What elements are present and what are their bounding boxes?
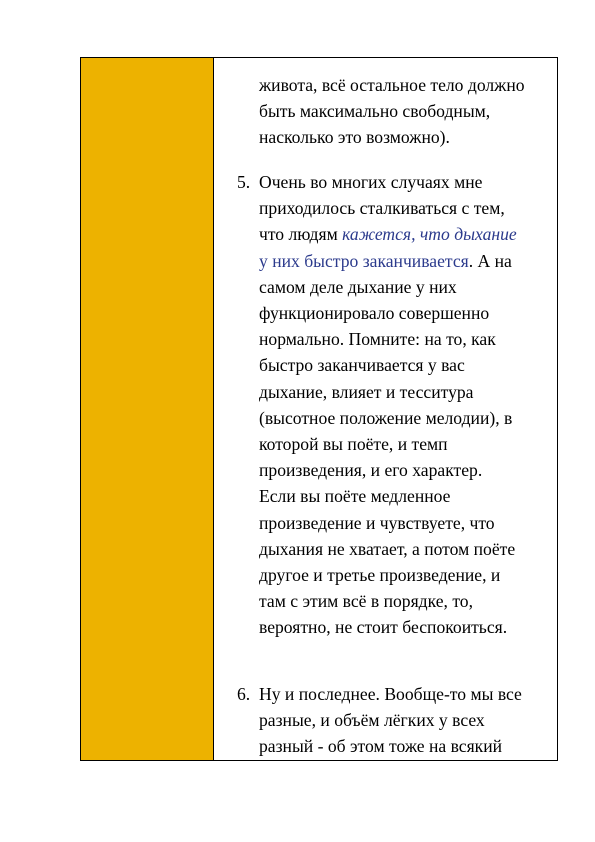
highlighted-text: у них быстро заканчивается <box>259 250 469 271</box>
paragraph-lines <box>259 72 525 151</box>
text-line: дыхания не хватает, а потом поёте <box>259 538 516 559</box>
text-line: (высотное положение мелодии), в <box>259 407 513 428</box>
text-line: быть максимально свободным, <box>259 101 491 122</box>
list-number: 5. <box>237 172 251 192</box>
text-line: вероятно, не стоит беспокоиться. <box>259 617 508 638</box>
text-line: живота, всё остальное тело должно <box>259 75 525 95</box>
paragraph-lines <box>259 681 522 760</box>
text-segment: . А на <box>468 250 512 271</box>
text-segment: что людям <box>259 224 343 245</box>
list-number: 6. <box>237 684 251 704</box>
highlighted-text: кажется, что дыхание <box>342 224 517 245</box>
text-line: произведения, и его характер. <box>259 460 483 481</box>
text-line: дыхание, влияет и тесситура <box>259 381 474 402</box>
paragraph-lines <box>259 169 517 641</box>
text-line: Если вы поёте медленное <box>259 486 451 507</box>
text-line-highlight-end <box>259 248 517 274</box>
text-line: другое и третье произведение, и <box>259 565 501 586</box>
text-column <box>214 58 557 760</box>
text-line: самом деле дыхание у них <box>259 276 457 297</box>
text-line: функционировало совершенно <box>259 303 490 324</box>
text-line: произведение и чувствуете, что <box>259 512 495 533</box>
text-line: там с этим всё в порядке, то, <box>259 591 473 612</box>
text-line: приходилось сталкиваться с тем, <box>259 198 505 219</box>
text-line: разный - об этом тоже на всякий <box>259 736 503 757</box>
text-line: Очень во многих случаях мне <box>259 172 483 192</box>
text-line: которой вы поёте, и темп <box>259 434 448 455</box>
text-line: разные, и объём лёгких у всех <box>259 710 485 731</box>
text-line: насколько это возможно). <box>259 127 450 148</box>
text-line: Ну и последнее. Вообще-то мы все <box>259 684 522 704</box>
text-line: быстро заканчивается у вас <box>259 355 465 376</box>
text-line-highlight-start <box>259 221 517 247</box>
text-line: нормально. Помните: на то, как <box>259 329 496 350</box>
accent-sidebar <box>81 58 214 760</box>
page-table-frame <box>80 57 558 761</box>
